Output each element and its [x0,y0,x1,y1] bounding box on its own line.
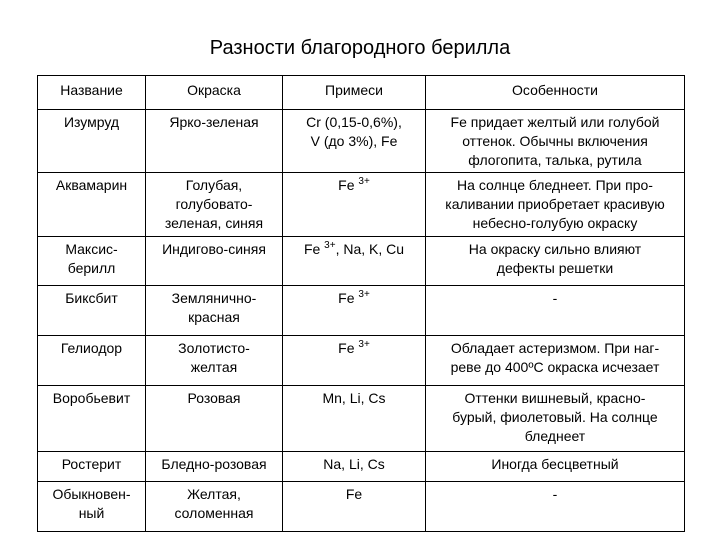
cell-name: Изумруд [38,110,146,173]
cell-color: Розовая [146,386,283,452]
cell-features: Fe придает желтый или голубой оттенок. Обычны включения флогопита, талька, рутила [426,110,685,173]
table-row [38,110,685,173]
impurity-text-rest: , Na, K, Cu [335,241,405,257]
cell-color: Желтая, соломенная [146,482,283,532]
cell-name: Гелиодор [38,336,146,386]
impurity-text: Fe [338,340,355,356]
ion-charge: 3+ [358,339,370,350]
cell-color: Бледно-розовая [146,452,283,482]
impurity-text: Fe [338,290,355,306]
impurity-text: Fe [338,177,355,193]
cell-color: Индигово-синяя [146,237,283,286]
cell-impurities: Mn, Li, Cs [283,386,426,452]
cell-color: Землянично- красная [146,286,283,336]
cell-name: Ростерит [38,452,146,482]
cell-impurities: Fe [283,482,426,532]
beryl-varieties-table [37,75,685,532]
cell-impurities [283,237,426,286]
cell-features: Оттенки вишневый, красно- бурый, фиолетовый. На солнце бледнеет [426,386,685,452]
cell-impurities: Na, Li, Cs [283,452,426,482]
header-color: Окраска [146,76,283,110]
table-row [38,336,685,386]
cell-color: Ярко-зеленая [146,110,283,173]
cell-color: Золотисто- желтая [146,336,283,386]
cell-features: На солнце бледнеет. При про- каливании приобретает красивую небесно-голубую окраску [426,173,685,237]
table-row [38,482,685,532]
cell-features: - [426,286,685,336]
cell-name: Воробьевит [38,386,146,452]
cell-name: Биксбит [38,286,146,336]
header-impurities: Примеси [283,76,426,110]
table-row [38,386,685,452]
impurity-text: Fe [303,241,321,257]
cell-impurities: Cr (0,15-0,6%), V (до 3%), Fe [283,110,426,173]
ion-charge: 3+ [358,289,370,300]
ion-charge: 3+ [358,176,370,187]
cell-features: Иногда бесцветный [426,452,685,482]
table-row [38,286,685,336]
cell-name: Максис- берилл [38,237,146,286]
page-title: Разности благородного берилла [209,37,511,59]
cell-name: Аквамарин [38,173,146,237]
table-row [38,237,685,286]
cell-impurities [283,336,426,386]
ion-charge: 3+ [324,240,336,251]
table-row [38,452,685,482]
cell-impurities [283,173,426,237]
cell-features: Обладает астеризмом. При наг- реве до 400ºС окраска исчезает [426,336,685,386]
header-name: Название [38,76,146,110]
cell-impurities [283,286,426,336]
table-row [38,173,685,237]
cell-features: На окраску сильно влияют дефекты решетки [426,237,685,286]
cell-color: Голубая, голубовато- зеленая, синяя [146,173,283,237]
header-features: Особенности [426,76,685,110]
cell-name: Обыкновен- ный [38,482,146,532]
table-header-row [38,76,685,110]
cell-features: - [426,482,685,532]
